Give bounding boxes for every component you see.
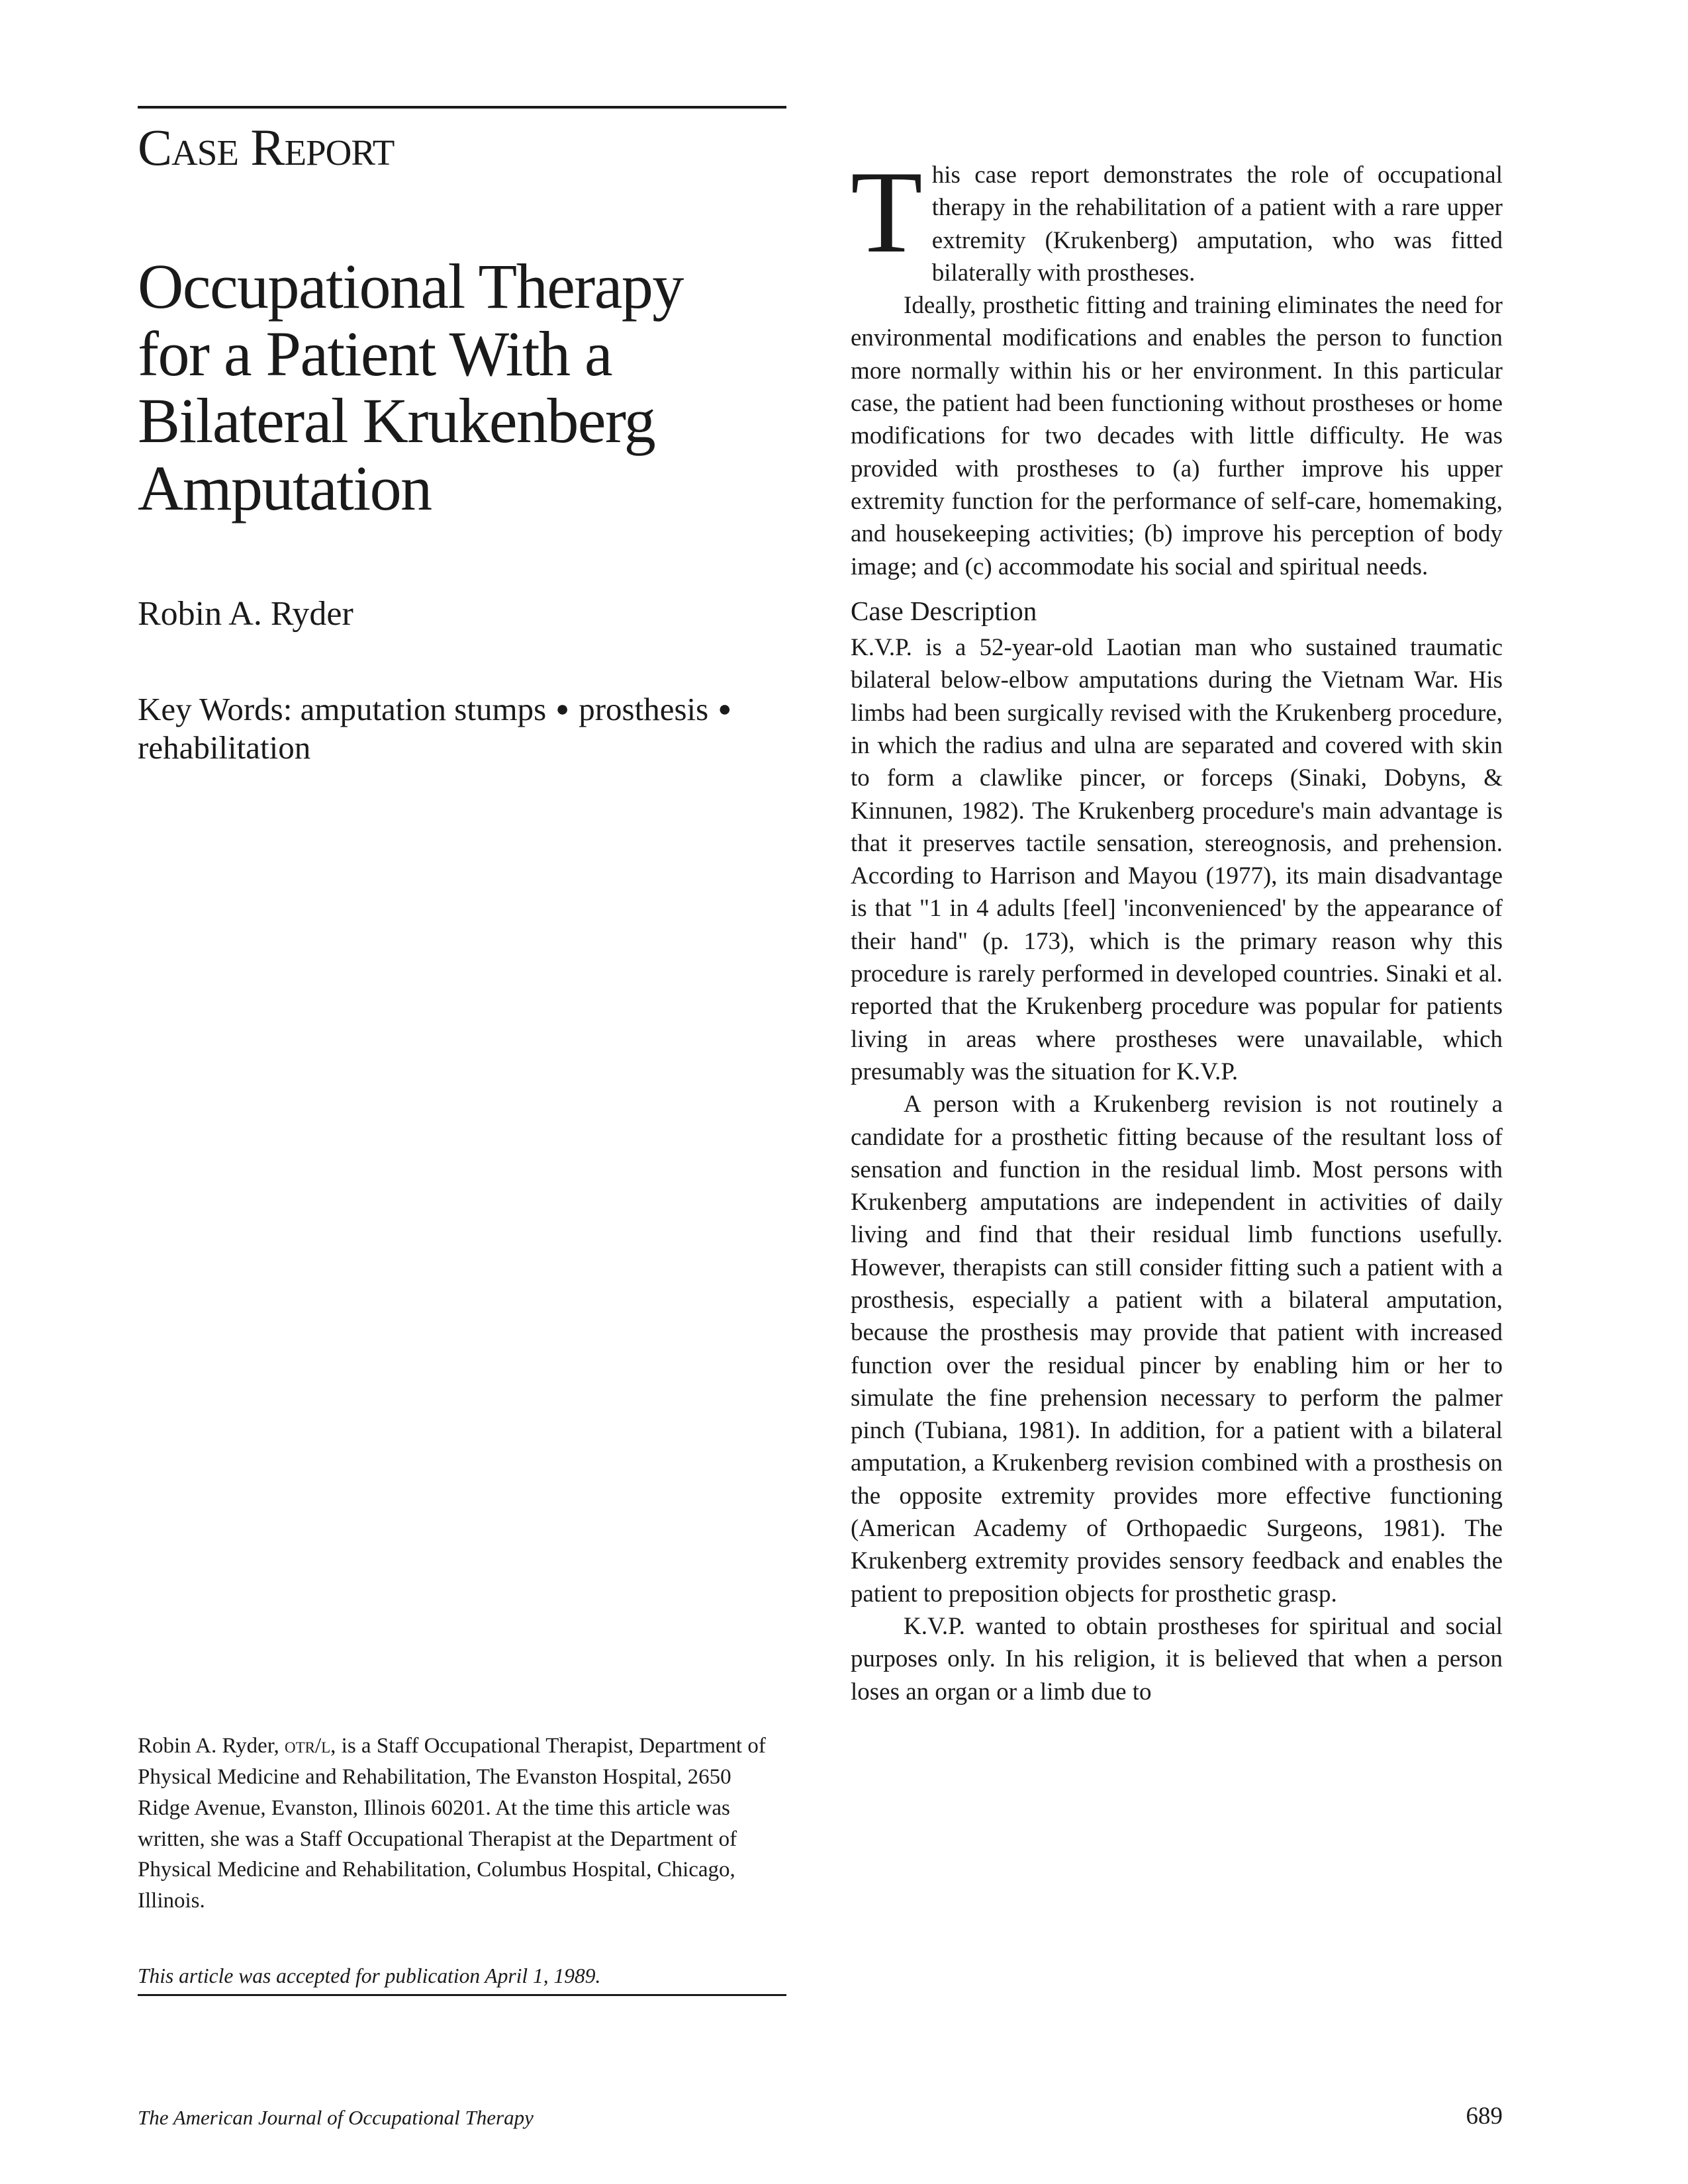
body-paragraph: K.V.P. wanted to obtain prostheses for spiritual and social purposes only. In his religion, it is believed that when a person loses an organ or a limb due to	[851, 1612, 1503, 1706]
intro-paragraph	[851, 146, 1503, 289]
bullet-icon: ●	[718, 697, 731, 722]
intro-text: his case report demonstrates the role of occupational therapy in the rehabilitation of a patient with a rare upper extremity (Krukenberg) amputation, who was fitted bilaterally with prostheses.	[931, 161, 1503, 287]
top-rule	[138, 106, 786, 109]
page-number: 689	[1466, 2103, 1503, 2130]
body-paragraph: A person with a Krukenberg revision is not routinely a candidate for a prosthetic fitting because of the resultant loss of sensation and function in the residual limb. Most persons with Krukenberg amputations are independent in activities of daily living and find that their residual limb functions usefully. However, therapists can still consider fitting such a patient with a prosthesis, especially a patient with a bilateral amputation, because the prosthesis may provide that patient with increased function over the residual pincer by enabling him or her to simulate the fine prehension necessary to perform the palmer pinch (Tubiana, 1981). In addition, for a patient with a bilateral amputation, a Krukenberg revision combined with a prosthesis on the opposite extremity provides more effective functioning (American Academy of Orthopaedic Surgeons, 1981). The Krukenberg extremity provides sensory feedback and enables the patient to preposition objects for prosthetic grasp.	[851, 1091, 1503, 1608]
affiliation-credential: otr/l	[284, 1734, 331, 1758]
drop-cap: T	[851, 146, 923, 277]
front-matter	[138, 106, 786, 766]
section-label: Case Report	[138, 118, 395, 176]
article-title: Occupational Therapy for a Patient With a Bilateral Krukenberg Amputation	[138, 250, 683, 524]
keyword: rehabilitation	[138, 729, 311, 766]
author-affiliation	[138, 1731, 786, 1917]
bullet-icon: ●	[555, 697, 569, 722]
accepted-note: This article was accepted for publication April 1, 1989.	[138, 1963, 786, 1996]
body-paragraph: Ideally, prosthetic fitting and training eliminates the need for environmental modifications and enables the person to function more normally within his or her environment. In this particular case, the patient had been functioning without prostheses or home modifications for two decades with little difficulty. He was provided with prostheses to (a) further improve his upper extremity function for the performance of self-care, homemaking, and housekeeping activities; (b) improve his perception of body image; and (c) accommodate his social and spiritual needs.	[851, 292, 1503, 580]
body-paragraph: K.V.P. is a 52-year-old Laotian man who sustained traumatic bilateral below-elbow amputations during the Vietnam War. His limbs had been surgically revised with the Krukenberg procedure, in which the radius and ulna are separated and covered with skin to form a clawlike pincer, or forceps (Sinaki, Dobyns, & Kinnunen, 1982). The Krukenberg procedure's main advantage is that it preserves tactile sensation, stereognosis, and prehension. According to Harrison and Mayou (1977), its main disadvantage is that "1 in 4 adults [feel] 'inconvenienced' by the appearance of their hand" (p. 173), which is the primary reason why this procedure is rarely performed in developed countries. Sinaki et al. reported that the Krukenberg procedure was popular for patients living in areas where prostheses were unavailable, which presumably was the situation for K.V.P.	[851, 634, 1503, 1085]
author-name: Robin A. Ryder	[138, 594, 353, 633]
keywords	[138, 690, 733, 766]
affiliation-text: , is a Staff Occupational Therapist, Department of Physical Medicine and Rehabilitation, The Evanston Hospital, 2650 Ridge Avenue, Evanston, Illinois 60201. At the time this article was written, she was a Staff Occupational Therapist at the Department of Physical Medicine and Rehabilitation, Columbus Hospital, Chicago, Illinois.	[138, 1734, 766, 1913]
keyword: prosthesis	[579, 691, 709, 728]
keyword: amputation stumps	[300, 691, 547, 728]
affiliation-name: Robin A. Ryder,	[138, 1734, 279, 1758]
keywords-label: Key Words:	[138, 691, 293, 728]
section-heading: Case Description	[851, 595, 1037, 626]
body-column	[851, 146, 1503, 1708]
footer-journal-name: The American Journal of Occupational Therapy	[138, 2106, 534, 2129]
